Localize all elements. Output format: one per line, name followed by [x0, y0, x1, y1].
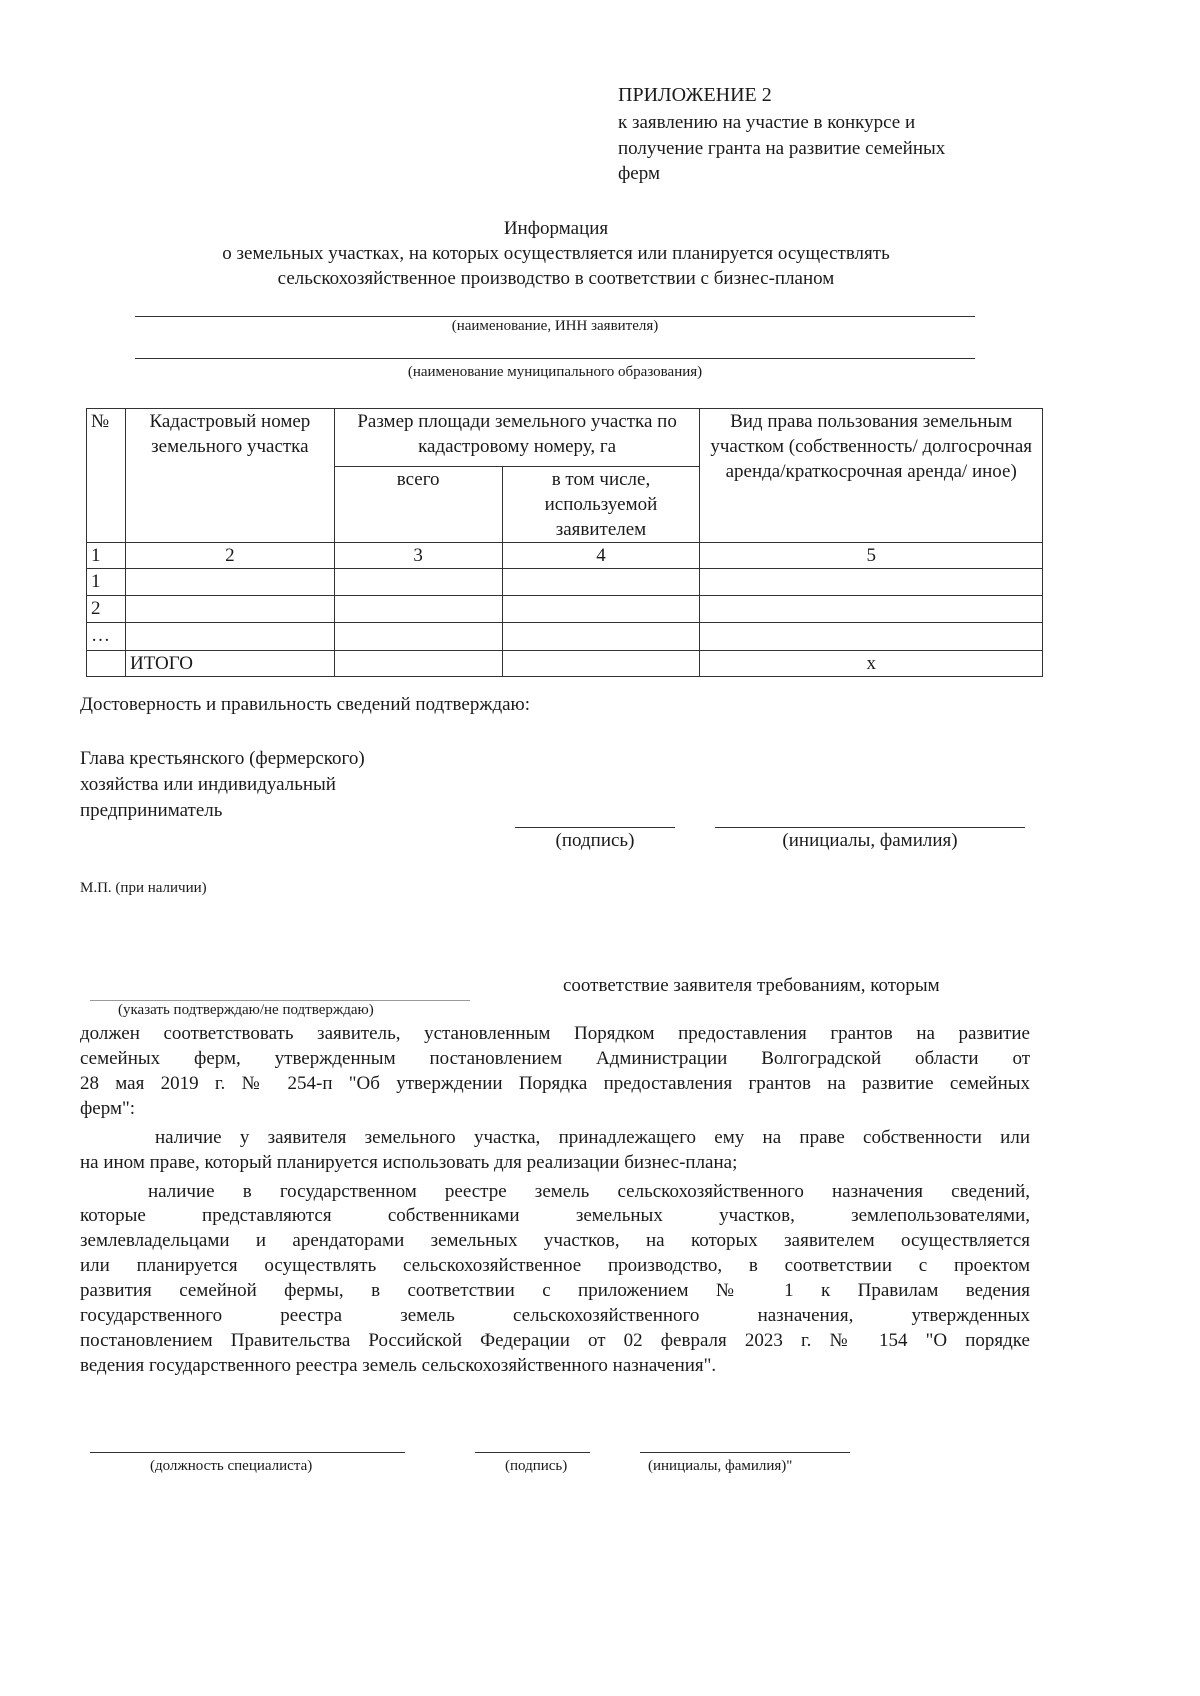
header-area-total: всего [334, 467, 502, 543]
table-cell[interactable] [502, 651, 700, 677]
signature-caption: (подпись) [555, 830, 635, 851]
paragraph-line: землевладельцами и арендаторами земельных участков, на которых заявителем осуществляется [80, 1230, 1030, 1251]
head-line: предприниматель [80, 800, 223, 821]
header-right: Вид права пользования земельным участком (собственность/ долгосрочная аренда/краткосрочная аренда/ иное) [700, 409, 1043, 543]
appendix-line: ферм [618, 163, 660, 184]
table-cell: 5 [700, 543, 1043, 569]
table-cell: 1 [87, 569, 126, 596]
confirm-field-line[interactable] [90, 1000, 470, 1001]
table-row [87, 596, 1043, 623]
table-cell[interactable] [125, 596, 334, 623]
head-line: Глава крестьянского (фермерского) [80, 748, 365, 769]
paragraph-line: которые представляются собственниками земельных участков, землепользователями, [80, 1205, 1030, 1226]
table-row [87, 569, 1043, 596]
table-cell: 1 [87, 543, 126, 569]
header-no: № [87, 409, 126, 543]
appendix-title: ПРИЛОЖЕНИЕ 2 [618, 84, 772, 106]
table-cell[interactable] [334, 596, 502, 623]
municipality-caption: (наименование муниципального образования) [407, 364, 703, 380]
total-right: x [700, 651, 1043, 677]
table-cell[interactable] [125, 569, 334, 596]
specialist-signature-caption: (подпись) [505, 1458, 568, 1474]
header-area-used: в том числе, используемой заявителем [502, 467, 700, 543]
table-cell[interactable] [700, 623, 1043, 651]
table-cell[interactable] [125, 623, 334, 651]
paragraph-line: государственного реестра земель сельскохозяйственного назначения, утвержденных [80, 1305, 1030, 1326]
paragraph-line: на ином праве, который планируется использовать для реализации бизнес-плана; [80, 1152, 738, 1173]
table-cell: 4 [502, 543, 700, 569]
paragraph-line: развития семейной фермы, в соответствии с приложением № 1 к Правилам ведения [80, 1280, 1030, 1301]
paragraph-line: ферм": [80, 1098, 136, 1119]
table-cell[interactable] [334, 651, 502, 677]
specialist-name-line[interactable] [640, 1452, 850, 1453]
table-cell: 2 [87, 596, 126, 623]
requirement-first-line: соответствие заявителя требованиям, которым [563, 975, 940, 996]
confirm-text: Достоверность и правильность сведений подтверждаю: [80, 694, 531, 715]
appendix-line: к заявлению на участие в конкурсе и [618, 112, 916, 133]
paragraph-line: постановлением Правительства Российской Федерации от 02 февраля 2023 г. № 154 "О порядке [80, 1330, 1030, 1351]
header-cadastral: Кадастровый номер земельного участка [125, 409, 334, 543]
table-cell[interactable] [334, 569, 502, 596]
table-cell[interactable] [502, 596, 700, 623]
table-cell[interactable] [502, 569, 700, 596]
land-plots-table [86, 408, 1043, 677]
specialist-signature-line[interactable] [475, 1452, 590, 1453]
total-label: ИТОГО [125, 651, 334, 677]
paragraph-line: наличие у заявителя земельного участка, принадлежащего ему на праве собственности или [155, 1127, 1030, 1148]
heading-line: о земельных участках, на которых осуществляется или планируется осуществлять [222, 243, 890, 264]
table-cell: 3 [334, 543, 502, 569]
table-cell: 2 [125, 543, 334, 569]
table-cell[interactable] [334, 623, 502, 651]
paragraph-line: или планируется осуществлять сельскохозяйственное производство, в соответствии с проектом [80, 1255, 1030, 1276]
applicant-field-line[interactable] [135, 316, 975, 317]
heading-title: Информация [503, 218, 609, 239]
table-row-numbers [87, 543, 1043, 569]
position-line[interactable] [90, 1452, 405, 1453]
specialist-name-caption: (инициалы, фамилия)" [648, 1458, 793, 1474]
appendix-line: получение гранта на развитие семейных [618, 137, 946, 159]
header-area: Размер площади земельного участка по кадастровому номеру, га [334, 409, 700, 467]
appendix-subtitle [618, 110, 945, 187]
head-line: хозяйства или индивидуальный [80, 774, 336, 795]
name-caption: (инициалы, фамилия) [782, 830, 958, 851]
paragraph-line: должен соответствовать заявитель, установленным Порядком предоставления грантов на развитие [80, 1023, 1030, 1044]
table-cell[interactable] [700, 596, 1043, 623]
table-cell[interactable] [502, 623, 700, 651]
name-line[interactable] [715, 827, 1025, 828]
applicant-caption: (наименование, ИНН заявителя) [451, 318, 659, 334]
table-row-total [87, 651, 1043, 677]
table-cell [87, 651, 126, 677]
table-cell[interactable] [700, 569, 1043, 596]
heading-line: сельскохозяйственное производство в соответствии с бизнес-планом [277, 268, 835, 289]
signature-line[interactable] [515, 827, 675, 828]
paragraph-line: ведения государственного реестра земель сельскохозяйственного назначения". [80, 1355, 717, 1376]
document-heading [0, 216, 1112, 291]
position-caption: (должность специалиста) [150, 1458, 313, 1474]
head-title [80, 746, 365, 824]
stamp-label: М.П. (при наличии) [80, 880, 207, 896]
paragraph-line: 28 мая 2019 г. № 254-п "Об утверждении Порядка предоставления грантов на развитие семейных [80, 1073, 1030, 1094]
paragraph-line: семейных ферм, утвержденным постановлением Администрации Волгоградской области от [80, 1048, 1030, 1069]
table-row [87, 623, 1043, 651]
confirm-caption: (указать подтверждаю/не подтверждаю) [118, 1002, 374, 1018]
table-cell: … [87, 623, 126, 651]
municipality-field-line[interactable] [135, 358, 975, 359]
paragraph-line: наличие в государственном реестре земель сельскохозяйственного назначения сведений, [148, 1181, 1030, 1202]
